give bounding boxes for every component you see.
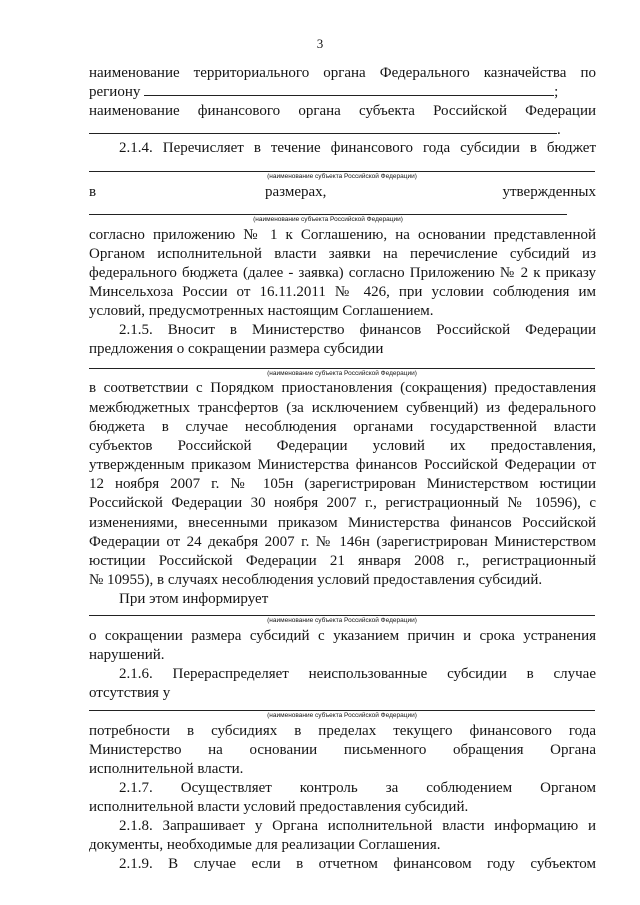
field-caption: (наименование субъекта Российской Федерации) (267, 173, 417, 180)
blank-field (144, 83, 554, 96)
text-line (89, 182, 596, 202)
line-text: региону (89, 84, 141, 100)
field-caption: (наименование субъекта Российской Федерации) (253, 216, 403, 223)
text-line: исполнительной власти. (89, 761, 244, 777)
text-line (89, 120, 596, 140)
text-line: 2.1.4. Перечисляет в течение финансового года субсидии в бюджет (119, 140, 596, 156)
field-caption: (наименование субъекта Российской Федерации) (267, 617, 417, 624)
text-line: Министерство на основании письменного обращения Органа (89, 742, 596, 758)
text-line: федерального бюджета (далее - заявка) согласно Приложению № 2 к приказу (89, 265, 596, 281)
text-line: 12 ноября 2007 г. № 105н (зарегистрирован Министерством юстиции (89, 476, 596, 492)
text-line: 2.1.6. Перераспределяет неиспользованные субсидии в случае (119, 666, 596, 682)
line-text: ; (554, 84, 559, 100)
text-line: наименование территориального органа Федерального казначейства по (89, 65, 596, 81)
blank-line (89, 171, 595, 172)
blank-line (89, 368, 595, 369)
text-line: 2.1.7. Осуществляет контроль за соблюдением Органом (119, 780, 596, 796)
text-line: условий, предусмотренных настоящим Соглашением. (89, 303, 434, 319)
text-line: межбюджетных трансфертов (за исключением субвенций) из федерального (89, 400, 596, 416)
text-line: согласно приложению № 1 к Соглашению, на основании представленной (89, 227, 596, 243)
blank-line (89, 710, 595, 711)
page-number: 3 (316, 36, 324, 51)
line-text: . (557, 122, 561, 138)
text-line: Федерации от 24 декабря 2007 г. № 146н (зарегистрирован Министерством (89, 534, 596, 550)
text-line: Органом исполнительной власти заявки на перечисление субсидий из (89, 246, 596, 262)
text-line: При этом информирует (119, 591, 269, 607)
blank-field (89, 121, 557, 134)
text-line (89, 82, 596, 102)
text-line: наименование финансового органа субъекта Российской Федерации (89, 103, 596, 119)
text-line: утвержденным приказом Министерства финансов Российской Федерации от (89, 457, 596, 473)
text-line: 2.1.8. Запрашивает у Органа исполнительной власти информацию и (119, 818, 596, 834)
blank-line (89, 615, 595, 616)
text-line: исполнительной власти условий предоставления субсидий. (89, 799, 469, 815)
text-line: 2.1.9. В случае если в отчетном финансовом году субъектом (119, 856, 596, 872)
text-line: изменениями, внесенными приказом Министерства финансов Российской (89, 515, 596, 531)
text-line: юстиции Российской Федерации 21 января 2008 г., регистрационный (89, 553, 596, 569)
text-line: 2.1.5. Вносит в Министерство финансов Российской Федерации (119, 322, 596, 338)
text-line: № 10955), в случаях несоблюдения условий предоставления субсидий. (89, 572, 543, 588)
line-text: размерах, (265, 184, 327, 200)
line-text: утвержденных (502, 184, 596, 200)
text-line: нарушений. (89, 647, 165, 663)
field-caption: (наименование субъекта Российской Федерации) (267, 370, 417, 377)
text-line: в соответствии с Порядком приостановления (сокращения) предоставления (89, 380, 596, 396)
text-line: о сокращении размера субсидий с указанием причин и срока устранения (89, 628, 596, 644)
text-line: Минсельхоза России от 16.11.2011 № 426, при условии соблюдения им (89, 284, 596, 300)
line-text: в (89, 184, 97, 200)
text-line: документы, необходимые для реализации Соглашения. (89, 837, 441, 853)
field-caption: (наименование субъекта Российской Федерации) (267, 712, 417, 719)
text-line: отсутствия у (89, 685, 171, 701)
text-line: бюджета в случае несоблюдения органами государственной власти (89, 419, 596, 435)
blank-line (89, 214, 567, 215)
text-line: Российской Федерации 30 ноября 2007 г., регистрационный № 10596), с (89, 495, 596, 511)
text-line: потребности в субсидиях в пределах текущего финансового года (89, 723, 596, 739)
text-line: субъектов Российской Федерации условий их предоставления, (89, 438, 596, 454)
text-line: предложения о сокращении размера субсидии (89, 341, 384, 357)
